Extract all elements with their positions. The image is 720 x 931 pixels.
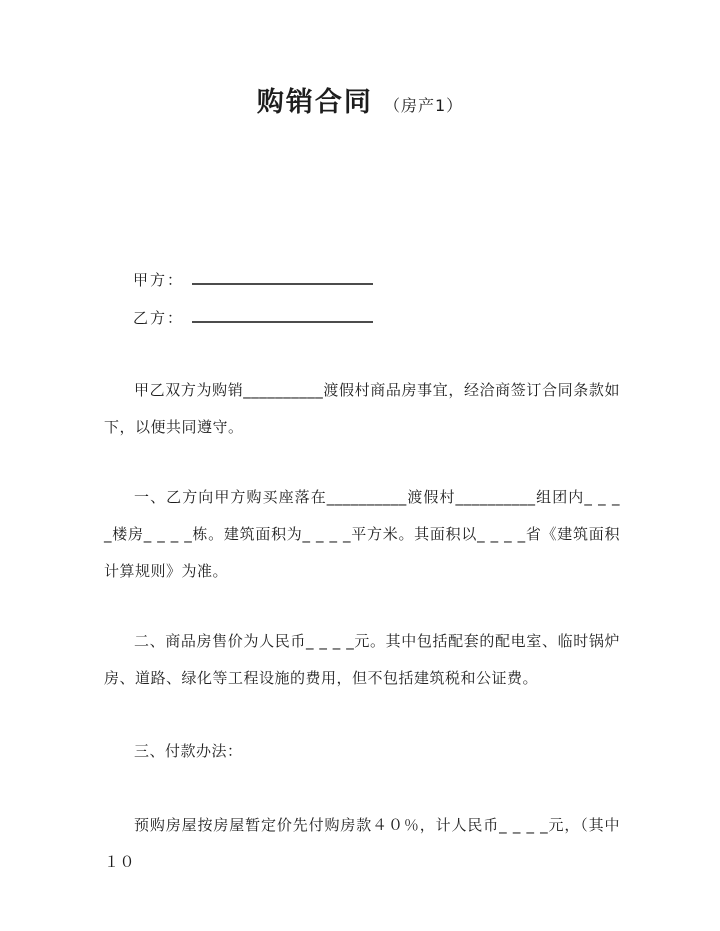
clause-one-paragraph: 一、乙方向甲方购买座落在__________渡假村__________组团内_ _ _ _楼房_ _ _ _栋。建筑面积为_ _ _ _平方米。其面积以_ _ _ _省《建筑面积计算规则》为准。 — [104, 488, 620, 580]
contract-body — [0, 372, 720, 881]
clause-two-paragraph: 二、商品房售价为人民币_ _ _ _元。其中包括配套的配电室、临时锅炉房、道路、绿化等工程设施的费用，但不包括建筑税和公证费。 — [104, 632, 620, 687]
document-title-main: 购销合同 — [256, 87, 373, 118]
clause-three-heading: 三、付款办法： — [134, 742, 243, 760]
party-b-blank-line[interactable] — [192, 307, 373, 323]
payment-terms-paragraph: 预购房屋按房屋暂定价先付购房款４０％，计人民币_ _ _ _元，（其中１０ — [104, 816, 620, 871]
preamble-paragraph: 甲乙双方为购销__________渡假村商品房事宜，经洽商签订合同条款如下，以便共同遵守。 — [104, 381, 620, 436]
party-a-label: 甲方： — [133, 271, 185, 289]
party-a-row — [133, 268, 720, 306]
party-b-row — [133, 306, 720, 344]
party-b-label: 乙方： — [133, 309, 185, 327]
parties-section — [0, 268, 720, 344]
document-title-subtitle: （房产1） — [383, 96, 464, 115]
party-a-blank-line[interactable] — [192, 269, 373, 285]
document-title — [0, 0, 720, 122]
